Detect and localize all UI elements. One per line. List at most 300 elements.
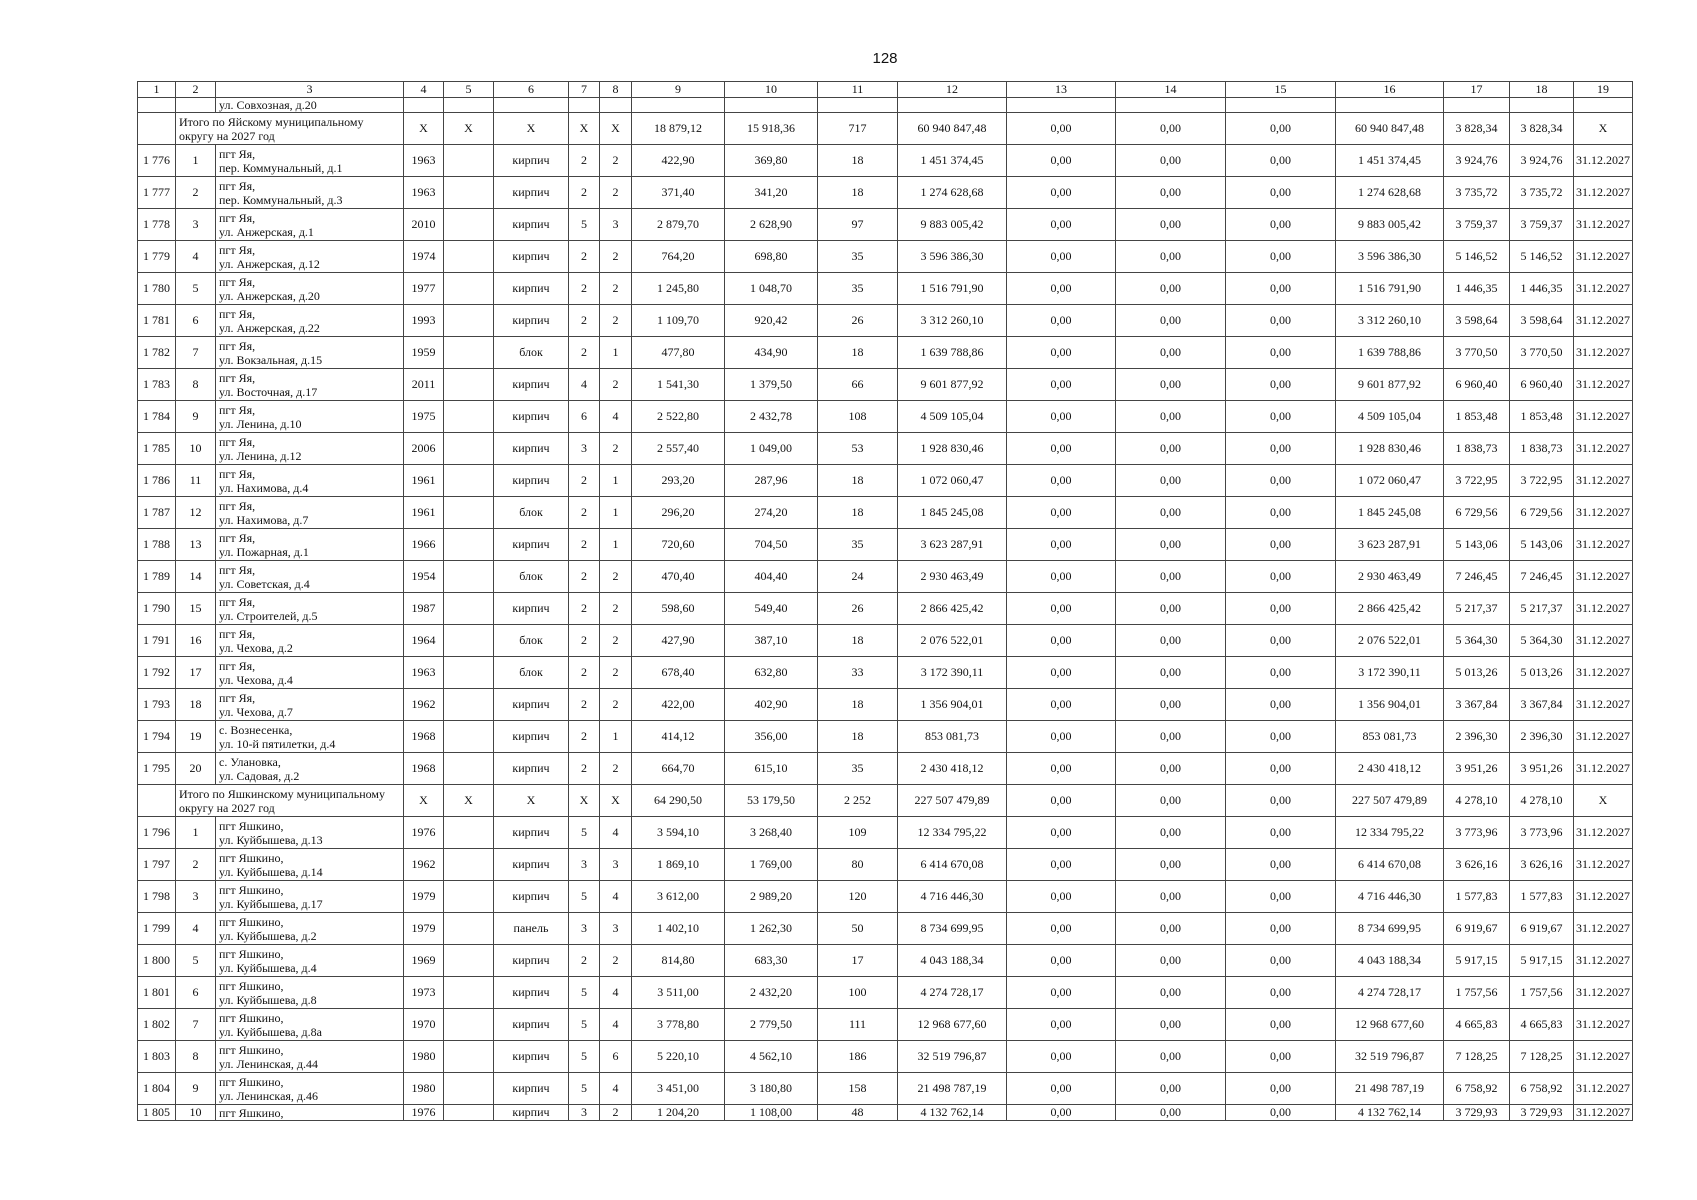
table-cell: 6 [569, 401, 600, 433]
table-cell: 18 [818, 465, 898, 497]
table-cell: 0,00 [1007, 977, 1116, 1009]
table-cell: 1 356 904,01 [1336, 689, 1444, 721]
district-number-cell: 9 [176, 1073, 216, 1105]
table-cell: 7 128,25 [1510, 1041, 1574, 1073]
table-cell: 5 143,06 [1510, 529, 1574, 561]
table-cell: 698,80 [725, 241, 818, 273]
table-cell: 2 076 522,01 [1336, 625, 1444, 657]
table-cell: 1 577,83 [1444, 881, 1510, 913]
table-cell: 26 [818, 305, 898, 337]
table-row [138, 817, 1633, 849]
column-header: 6 [494, 82, 569, 98]
table-cell: 12 334 795,22 [1336, 817, 1444, 849]
table-cell: 1 853,48 [1510, 401, 1574, 433]
table-cell: 1963 [404, 657, 444, 689]
table-cell: 4 [600, 1009, 632, 1041]
table-cell: 31.12.2027 [1574, 369, 1633, 401]
table-cell: панель [494, 913, 569, 945]
table-cell: 1 769,00 [725, 849, 818, 881]
table-cell: 31.12.2027 [1574, 817, 1633, 849]
address-street: ул. Куйбышева, д.8 [219, 992, 317, 1007]
table-cell: 31.12.2027 [1574, 849, 1633, 881]
table-cell: 6 919,67 [1510, 913, 1574, 945]
district-number-cell: 17 [176, 657, 216, 689]
table-cell: 0,00 [1226, 273, 1336, 305]
table-cell [444, 433, 494, 465]
column-header: 2 [176, 82, 216, 98]
table-cell: 2006 [404, 433, 444, 465]
table-cell: кирпич [494, 945, 569, 977]
table-cell: 0,00 [1116, 273, 1226, 305]
table-cell: 2 [569, 241, 600, 273]
table-cell: 0,00 [1116, 401, 1226, 433]
table-cell [444, 977, 494, 1009]
table-cell: 1976 [404, 817, 444, 849]
table-cell: 2 430 418,12 [898, 753, 1007, 785]
table-cell: 6 758,92 [1510, 1073, 1574, 1105]
table-cell: 9 601 877,92 [1336, 369, 1444, 401]
table-cell: блок [494, 337, 569, 369]
row-number-cell: 1 778 [138, 209, 176, 241]
table-cell: 31.12.2027 [1574, 465, 1633, 497]
table-cell: 0,00 [1007, 817, 1116, 849]
table-cell: 2 [600, 945, 632, 977]
table-cell: 404,40 [725, 561, 818, 593]
table-cell: 6 [600, 1041, 632, 1073]
table-row [138, 433, 1633, 465]
table-cell: 0,00 [1226, 145, 1336, 177]
table-cell: 3 172 390,11 [898, 657, 1007, 689]
table-cell: 1 245,80 [632, 273, 725, 305]
table-cell [898, 98, 1007, 113]
table-cell: 5 013,26 [1510, 657, 1574, 689]
district-total-row [138, 785, 1633, 817]
table-cell [494, 98, 569, 113]
continuation-row [138, 98, 1633, 113]
address-locality: пгт Яя, [219, 562, 256, 577]
table-cell: 3 729,93 [1444, 1105, 1510, 1121]
table-cell [444, 369, 494, 401]
table-cell: 1961 [404, 497, 444, 529]
table-cell: 615,10 [725, 753, 818, 785]
table-cell: 5 917,15 [1510, 945, 1574, 977]
table-cell: 3 268,40 [725, 817, 818, 849]
table-cell: 0,00 [1007, 721, 1116, 753]
table-cell: 3 312 260,10 [1336, 305, 1444, 337]
table-cell: 2 [569, 945, 600, 977]
table-cell: 2 930 463,49 [898, 561, 1007, 593]
address-locality: пгт Яя, [219, 306, 256, 321]
table-cell: 31.12.2027 [1574, 1105, 1633, 1121]
table-cell: 1974 [404, 241, 444, 273]
table-cell: 0,00 [1226, 561, 1336, 593]
table-cell: 1959 [404, 337, 444, 369]
table-row [138, 337, 1633, 369]
table-cell: 0,00 [1116, 1105, 1226, 1121]
table-cell: 5 [569, 1041, 600, 1073]
table-cell: 1 072 060,47 [898, 465, 1007, 497]
table-cell: 17 [818, 945, 898, 977]
table-cell: 3 596 386,30 [898, 241, 1007, 273]
table-cell: 0,00 [1226, 785, 1336, 817]
column-header: 11 [818, 82, 898, 98]
table-cell: 0,00 [1226, 209, 1336, 241]
table-row [138, 241, 1633, 273]
table-cell: 3 778,80 [632, 1009, 725, 1041]
table-cell: 0,00 [1007, 369, 1116, 401]
table-cell: 5 [569, 817, 600, 849]
table-cell: 2 [600, 177, 632, 209]
table-cell: 0,00 [1007, 273, 1116, 305]
table-cell: 1 204,20 [632, 1105, 725, 1121]
row-number-cell: 1 794 [138, 721, 176, 753]
table-cell: 0,00 [1116, 1073, 1226, 1105]
district-number-cell: 11 [176, 465, 216, 497]
row-number-cell: 1 800 [138, 945, 176, 977]
column-header: 7 [569, 82, 600, 98]
address-cell [216, 753, 404, 785]
table-cell: 549,40 [725, 593, 818, 625]
table-cell: 18 [818, 625, 898, 657]
table-cell: 0,00 [1007, 913, 1116, 945]
table-cell: 31.12.2027 [1574, 625, 1633, 657]
table-cell: 1 446,35 [1444, 273, 1510, 305]
table-cell: 4 043 188,34 [898, 945, 1007, 977]
table-cell: 0,00 [1116, 177, 1226, 209]
table-cell [444, 1009, 494, 1041]
table-cell: 66 [818, 369, 898, 401]
table-cell [632, 98, 725, 113]
row-number-cell: 1 789 [138, 561, 176, 593]
address-locality: пгт Яя, [219, 242, 256, 257]
address-cell [216, 433, 404, 465]
table-cell: 0,00 [1116, 785, 1226, 817]
table-cell: 6 960,40 [1444, 369, 1510, 401]
address-cell [216, 337, 404, 369]
table-cell: 227 507 479,89 [898, 785, 1007, 817]
table-cell [444, 177, 494, 209]
table-cell: 1 [600, 337, 632, 369]
table-cell: кирпич [494, 529, 569, 561]
address-street: ул. Анжерская, д.12 [219, 256, 320, 271]
district-number-cell: 5 [176, 945, 216, 977]
table-cell: кирпич [494, 1105, 569, 1121]
table-cell: 1977 [404, 273, 444, 305]
table-cell: 0,00 [1226, 465, 1336, 497]
table-cell: 2 [569, 529, 600, 561]
table-cell: 0,00 [1226, 849, 1336, 881]
table-cell: 3 924,76 [1444, 145, 1510, 177]
table-cell: кирпич [494, 465, 569, 497]
table-cell: блок [494, 497, 569, 529]
address-locality: пгт Яшкино, [219, 882, 284, 897]
table-cell: 2 557,40 [632, 433, 725, 465]
column-header: 4 [404, 82, 444, 98]
table-cell: 0,00 [1007, 689, 1116, 721]
table-cell: 3 735,72 [1510, 177, 1574, 209]
table-cell: 5 146,52 [1510, 241, 1574, 273]
table-cell: 287,96 [725, 465, 818, 497]
table-cell: 0,00 [1226, 657, 1336, 689]
table-cell: 1963 [404, 145, 444, 177]
table-cell: 5 217,37 [1444, 593, 1510, 625]
district-number-cell: 12 [176, 497, 216, 529]
table-cell: кирпич [494, 305, 569, 337]
table-cell: 50 [818, 913, 898, 945]
table-cell: 4 509 105,04 [898, 401, 1007, 433]
table-cell: 1979 [404, 881, 444, 913]
table-row [138, 753, 1633, 785]
table-cell: 0,00 [1226, 1009, 1336, 1041]
table-cell: 720,60 [632, 529, 725, 561]
table-cell: 0,00 [1116, 657, 1226, 689]
table-cell: 186 [818, 1041, 898, 1073]
table-cell: 31.12.2027 [1574, 529, 1633, 561]
district-number-cell: 3 [176, 209, 216, 241]
column-header: 8 [600, 82, 632, 98]
address-cell [216, 817, 404, 849]
table-cell: 53 [818, 433, 898, 465]
table-cell: 12 334 795,22 [898, 817, 1007, 849]
table-row [138, 145, 1633, 177]
table-row [138, 657, 1633, 689]
table-cell: 0,00 [1226, 401, 1336, 433]
table-cell: 31.12.2027 [1574, 241, 1633, 273]
table-cell: 0,00 [1007, 465, 1116, 497]
table-cell: 3 511,00 [632, 977, 725, 1009]
address-locality: с. Улановка, [219, 754, 281, 769]
table-cell [1226, 98, 1336, 113]
address-street: ул. Куйбышева, д.2 [219, 928, 317, 943]
table-cell: 2011 [404, 369, 444, 401]
table-cell: 4 716 446,30 [898, 881, 1007, 913]
table-cell: 5 143,06 [1444, 529, 1510, 561]
table-row [138, 401, 1633, 433]
table-cell [818, 98, 898, 113]
table-cell: 853 081,73 [898, 721, 1007, 753]
table-cell: 1980 [404, 1073, 444, 1105]
table-cell [600, 98, 632, 113]
table-cell: 2 866 425,42 [898, 593, 1007, 625]
table-cell: 6 729,56 [1510, 497, 1574, 529]
table-cell: 2 [600, 145, 632, 177]
table-cell: 0,00 [1226, 1105, 1336, 1121]
table-cell: 0,00 [1116, 753, 1226, 785]
table-cell: 6 729,56 [1444, 497, 1510, 529]
table-cell: 2 989,20 [725, 881, 818, 913]
table-cell: 4 043 188,34 [1336, 945, 1444, 977]
table-cell [444, 209, 494, 241]
address-locality: пгт Яя, [219, 178, 256, 193]
table-cell: 31.12.2027 [1574, 177, 1633, 209]
table-cell [444, 305, 494, 337]
table-cell [444, 817, 494, 849]
table-cell: 5 364,30 [1510, 625, 1574, 657]
table-row [138, 273, 1633, 305]
row-number-cell: 1 802 [138, 1009, 176, 1041]
table-header-row [138, 82, 1633, 98]
table-cell: 0,00 [1116, 241, 1226, 273]
table-cell: 5 [569, 977, 600, 1009]
table-cell: 1961 [404, 465, 444, 497]
table-cell: 3 180,80 [725, 1073, 818, 1105]
address-street: ул. Ленина, д.10 [219, 416, 302, 431]
address-cell [216, 977, 404, 1009]
table-cell: 0,00 [1116, 433, 1226, 465]
column-header: 13 [1007, 82, 1116, 98]
table-cell: кирпич [494, 209, 569, 241]
table-cell: 0,00 [1116, 945, 1226, 977]
table-cell: 0,00 [1226, 1073, 1336, 1105]
address-cell [216, 945, 404, 977]
address-cell [216, 305, 404, 337]
table-cell: 4 665,83 [1444, 1009, 1510, 1041]
address-cell [216, 241, 404, 273]
address-locality: с. Вознесенка, [219, 722, 293, 737]
table-cell: 0,00 [1226, 369, 1336, 401]
district-number-cell: 6 [176, 305, 216, 337]
table-cell: 4 132 762,14 [1336, 1105, 1444, 1121]
table-cell: X [404, 785, 444, 817]
table-cell: 1 072 060,47 [1336, 465, 1444, 497]
table-cell: 2 [600, 369, 632, 401]
table-cell: 2 [600, 561, 632, 593]
table-cell: кирпич [494, 593, 569, 625]
table-cell: 1 446,35 [1510, 273, 1574, 305]
address-cell [216, 1041, 404, 1073]
table-cell: 4 278,10 [1444, 785, 1510, 817]
row-number-cell: 1 787 [138, 497, 176, 529]
table-cell: 3 451,00 [632, 1073, 725, 1105]
table-cell: 3 [569, 913, 600, 945]
table-cell [444, 273, 494, 305]
address-locality: пгт Яшкино, [219, 946, 284, 961]
table-cell: 227 507 479,89 [1336, 785, 1444, 817]
table-cell: 60 940 847,48 [898, 113, 1007, 145]
table-cell: 1968 [404, 721, 444, 753]
table-cell: 0,00 [1226, 497, 1336, 529]
address-cell [216, 177, 404, 209]
row-number-cell: 1 777 [138, 177, 176, 209]
district-number-cell: 9 [176, 401, 216, 433]
table-cell: кирпич [494, 817, 569, 849]
table-cell: 296,20 [632, 497, 725, 529]
column-header: 10 [725, 82, 818, 98]
table-cell: 1 [600, 721, 632, 753]
table-cell: 31.12.2027 [1574, 657, 1633, 689]
table-cell: кирпич [494, 721, 569, 753]
address-street: ул. Садовая, д.2 [219, 768, 300, 783]
table-cell: 1 516 791,90 [898, 273, 1007, 305]
column-header: 5 [444, 82, 494, 98]
table-cell: 2 432,78 [725, 401, 818, 433]
table-cell: 683,30 [725, 945, 818, 977]
table-row [138, 721, 1633, 753]
table-row [138, 465, 1633, 497]
table-cell: 0,00 [1007, 785, 1116, 817]
table-cell: блок [494, 625, 569, 657]
address-locality: пгт Яшкино, [219, 1074, 284, 1089]
table-cell: 4 716 446,30 [1336, 881, 1444, 913]
table-cell: 853 081,73 [1336, 721, 1444, 753]
table-cell: 1 639 788,86 [898, 337, 1007, 369]
table-cell: кирпич [494, 433, 569, 465]
table-cell: 2 [569, 753, 600, 785]
table-cell: 3 951,26 [1444, 753, 1510, 785]
address-cell [216, 689, 404, 721]
table-cell: 4 278,10 [1510, 785, 1574, 817]
row-number-cell: 1 782 [138, 337, 176, 369]
address-street: ул. Строителей, д.5 [219, 608, 318, 623]
address-locality: пгт Яя, [219, 370, 256, 385]
table-cell: 31.12.2027 [1574, 273, 1633, 305]
row-number-cell: 1 784 [138, 401, 176, 433]
table-cell: 18 [818, 497, 898, 529]
table-cell: 2 396,30 [1444, 721, 1510, 753]
row-number-cell: 1 786 [138, 465, 176, 497]
table-cell: 8 734 699,95 [898, 913, 1007, 945]
table-cell: 31.12.2027 [1574, 945, 1633, 977]
table-cell: 477,80 [632, 337, 725, 369]
table-cell: X [1574, 785, 1633, 817]
address-street: ул. Анжерская, д.20 [219, 288, 320, 303]
table-cell: 2 [569, 689, 600, 721]
district-number-cell: 4 [176, 913, 216, 945]
table-cell: 1 928 830,46 [1336, 433, 1444, 465]
table-cell: 2 [600, 593, 632, 625]
row-number-cell: 1 798 [138, 881, 176, 913]
address-locality: пгт Яя, [219, 434, 256, 449]
table-cell: 664,70 [632, 753, 725, 785]
table-cell: 3 770,50 [1510, 337, 1574, 369]
address-cell [216, 657, 404, 689]
table-cell: кирпич [494, 401, 569, 433]
table-cell: 3 [600, 209, 632, 241]
district-number-cell: 5 [176, 273, 216, 305]
table-cell: 3 [569, 849, 600, 881]
table-cell: 1 928 830,46 [898, 433, 1007, 465]
district-number-cell: 3 [176, 881, 216, 913]
table-cell [444, 497, 494, 529]
table-cell: 0,00 [1116, 881, 1226, 913]
table-cell: 31.12.2027 [1574, 1041, 1633, 1073]
address-locality: пгт Яшкино, [219, 978, 284, 993]
table-cell: 3 623 287,91 [898, 529, 1007, 561]
table-cell: 111 [818, 1009, 898, 1041]
table-cell: 0,00 [1116, 561, 1226, 593]
table-cell: 3 735,72 [1444, 177, 1510, 209]
address-street: ул. Нахимова, д.7 [219, 512, 309, 527]
table-cell: 0,00 [1116, 529, 1226, 561]
address-street: ул. Ленинская, д.44 [219, 1056, 319, 1071]
table-row [138, 177, 1633, 209]
table-cell [444, 241, 494, 273]
table-cell: 0,00 [1226, 817, 1336, 849]
table-cell: 109 [818, 817, 898, 849]
table-cell: 18 [818, 145, 898, 177]
table-cell: 0,00 [1226, 337, 1336, 369]
capital-repair-table [137, 81, 1633, 1121]
row-number-cell: 1 793 [138, 689, 176, 721]
table-cell: 0,00 [1226, 305, 1336, 337]
table-cell: 2 [569, 305, 600, 337]
column-header: 12 [898, 82, 1007, 98]
table-cell [444, 98, 494, 113]
table-cell: 7 128,25 [1444, 1041, 1510, 1073]
table-cell: 2 522,80 [632, 401, 725, 433]
address-locality: пгт Яя, [219, 690, 256, 705]
table-cell: X [404, 113, 444, 145]
